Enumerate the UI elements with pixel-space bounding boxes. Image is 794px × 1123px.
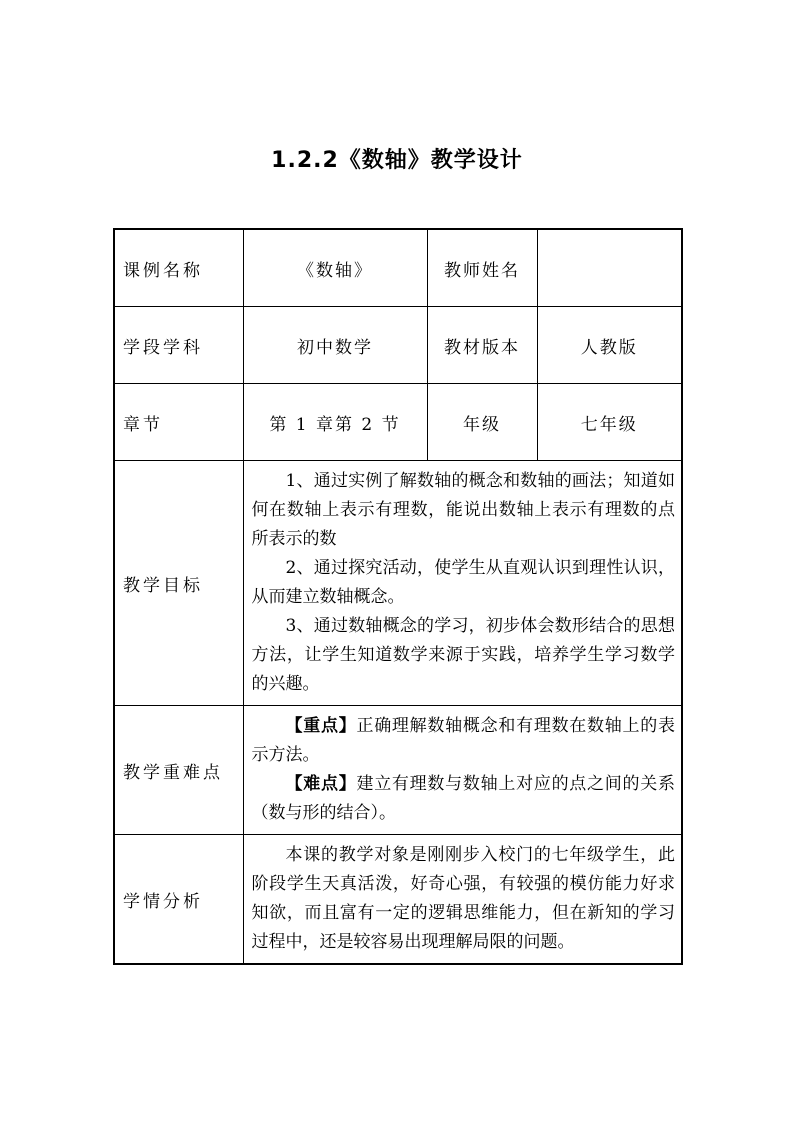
difficult-point-tag: 【难点】 bbox=[285, 774, 357, 794]
key-point-tag: 【重点】 bbox=[285, 716, 357, 736]
analysis-label: 学情分析 bbox=[114, 835, 243, 965]
table-row-subject bbox=[114, 307, 682, 384]
stage-subject-value: 初中数学 bbox=[243, 307, 427, 384]
key-point-text: 正确理解数轴概念和有理数在数轴上的表示方法。 bbox=[251, 716, 675, 765]
objective-item-2: 2、通过探究活动，使学生从直观认识到理性认识，从而建立数轴概念。 bbox=[251, 558, 675, 607]
chapter-label: 章节 bbox=[114, 384, 243, 461]
stage-subject-label: 学段学科 bbox=[114, 307, 243, 384]
table-row-objectives bbox=[114, 461, 682, 706]
textbook-value: 人教版 bbox=[537, 307, 682, 384]
lesson-plan-table bbox=[113, 228, 683, 965]
objectives-content bbox=[243, 461, 682, 706]
course-name-value: 《数轴》 bbox=[243, 229, 427, 307]
textbook-label: 教材版本 bbox=[427, 307, 537, 384]
difficult-point-item bbox=[252, 770, 676, 828]
analysis-text: 本课的教学对象是刚刚步入校门的七年级学生，此阶段学生天真活泼，好奇心强，有较强的模仿能力好求知欲，而且富有一定的逻辑思维能力，但在新知的学习过程中，还是较容易出现理解局限的问题。 bbox=[251, 845, 675, 952]
table-row-analysis bbox=[114, 835, 682, 965]
objective-item-1: 1、通过实例了解数轴的概念和数轴的画法；知道如何在数轴上表示有理数，能说出数轴上表示有理数的点所表示的数 bbox=[251, 471, 675, 549]
objective-item-3: 3、通过数轴概念的学习，初步体会数形结合的思想方法，让学生知道数学来源于实践，培养学生学习数学的兴趣。 bbox=[251, 616, 675, 694]
key-points-content bbox=[243, 706, 682, 835]
table-row-key-points bbox=[114, 706, 682, 835]
table-row-course bbox=[114, 229, 682, 307]
table-row-chapter bbox=[114, 384, 682, 461]
course-name-label: 课例名称 bbox=[114, 229, 243, 307]
grade-label: 年级 bbox=[427, 384, 537, 461]
document-title: 1.2.2《数轴》教学设计 bbox=[271, 148, 523, 173]
analysis-content bbox=[243, 835, 682, 965]
teacher-name-label: 教师姓名 bbox=[427, 229, 537, 307]
objectives-label: 教学目标 bbox=[114, 461, 243, 706]
chapter-value: 第 1 章第 2 节 bbox=[243, 384, 427, 461]
grade-value: 七年级 bbox=[537, 384, 682, 461]
difficult-point-text: 建立有理数与数轴上对应的点之间的关系（数与形的结合）。 bbox=[251, 774, 675, 823]
teacher-name-value bbox=[537, 229, 682, 307]
key-point-item bbox=[252, 712, 676, 770]
key-points-label: 教学重难点 bbox=[114, 706, 243, 835]
